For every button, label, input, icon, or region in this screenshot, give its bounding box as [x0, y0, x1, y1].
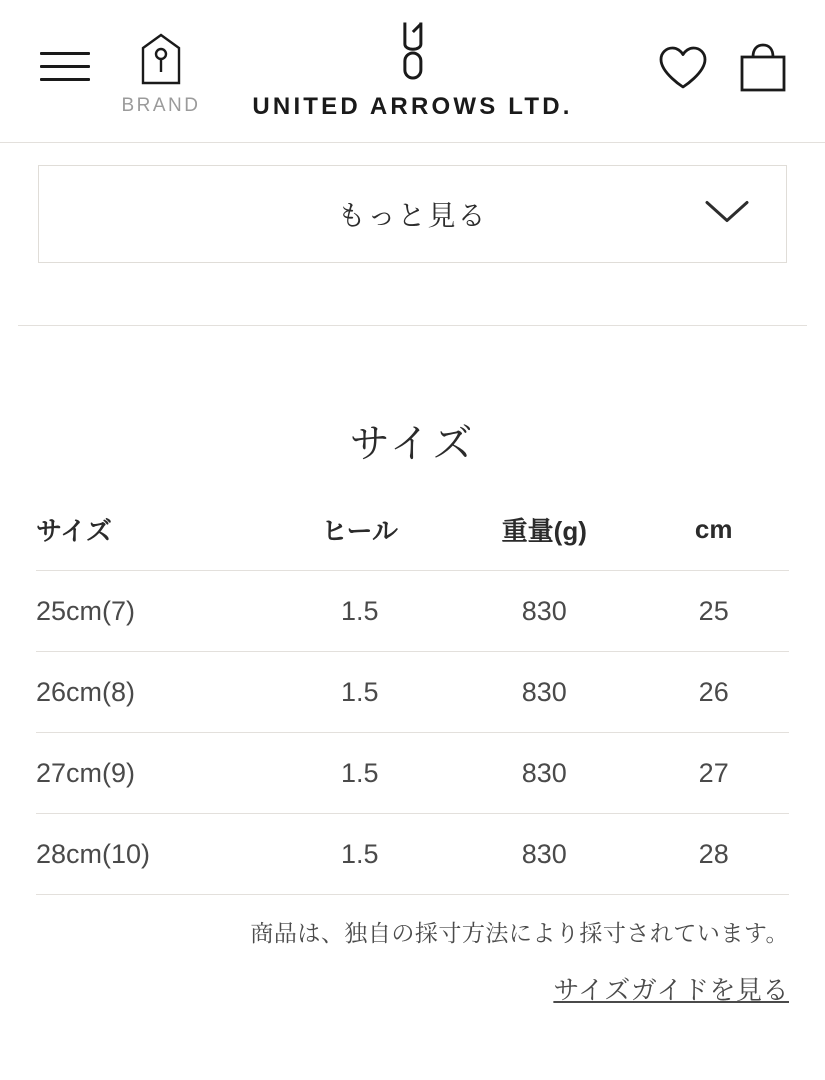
chevron-down-icon [704, 199, 750, 230]
brand-label: BRAND [121, 95, 201, 116]
heart-icon[interactable] [657, 44, 709, 97]
cell-cm: 28 [638, 814, 789, 895]
site-header [0, 0, 825, 143]
size-section-title: サイズ [349, 422, 476, 466]
table-row [36, 733, 789, 814]
cell-cm: 26 [638, 652, 789, 733]
column-header-heel: ヒール [321, 516, 398, 546]
price-tag-icon [117, 32, 205, 91]
hamburger-menu-icon[interactable] [40, 46, 90, 86]
cell-weight: 830 [450, 733, 638, 814]
cell-weight: 830 [450, 571, 638, 652]
column-header-cm: cm [694, 514, 733, 544]
size-table [36, 505, 789, 895]
size-section [0, 326, 825, 1007]
cell-heel: 1.5 [269, 571, 450, 652]
table-row [36, 571, 789, 652]
hamburger-bar [40, 78, 90, 81]
column-header-weight: 重量(g) [501, 516, 587, 546]
cell-heel: 1.5 [269, 652, 450, 733]
size-measurement-note: 商品は、独自の採寸方法により採寸されています。 [250, 920, 789, 946]
size-table-body [36, 571, 789, 895]
size-guide-link[interactable]: サイズガイドを見る [553, 975, 789, 1005]
table-row [36, 814, 789, 895]
cell-size: 28cm(10) [36, 814, 269, 895]
show-more-button[interactable] [38, 165, 787, 263]
size-table-head [36, 505, 789, 571]
hamburger-bar [40, 65, 90, 68]
cell-size: 25cm(7) [36, 571, 269, 652]
more-button-container [0, 143, 825, 263]
cell-heel: 1.5 [269, 733, 450, 814]
column-header-size: サイズ [36, 516, 112, 546]
cell-weight: 830 [450, 652, 638, 733]
brand-button[interactable] [117, 32, 205, 117]
cell-heel: 1.5 [269, 814, 450, 895]
cell-cm: 25 [638, 571, 789, 652]
shopping-bag-icon[interactable] [737, 42, 789, 99]
cell-size: 26cm(8) [36, 652, 269, 733]
cell-weight: 830 [450, 814, 638, 895]
table-header-row [36, 505, 789, 571]
hamburger-bar [40, 52, 90, 55]
show-more-label: もっと見る [337, 200, 488, 231]
cell-size: 27cm(9) [36, 733, 269, 814]
site-logo[interactable] [252, 20, 572, 121]
united-arrows-logo-mark [252, 20, 572, 87]
table-row [36, 652, 789, 733]
cell-cm: 27 [638, 733, 789, 814]
site-logo-text: UNITED ARROWS LTD. [252, 93, 573, 120]
